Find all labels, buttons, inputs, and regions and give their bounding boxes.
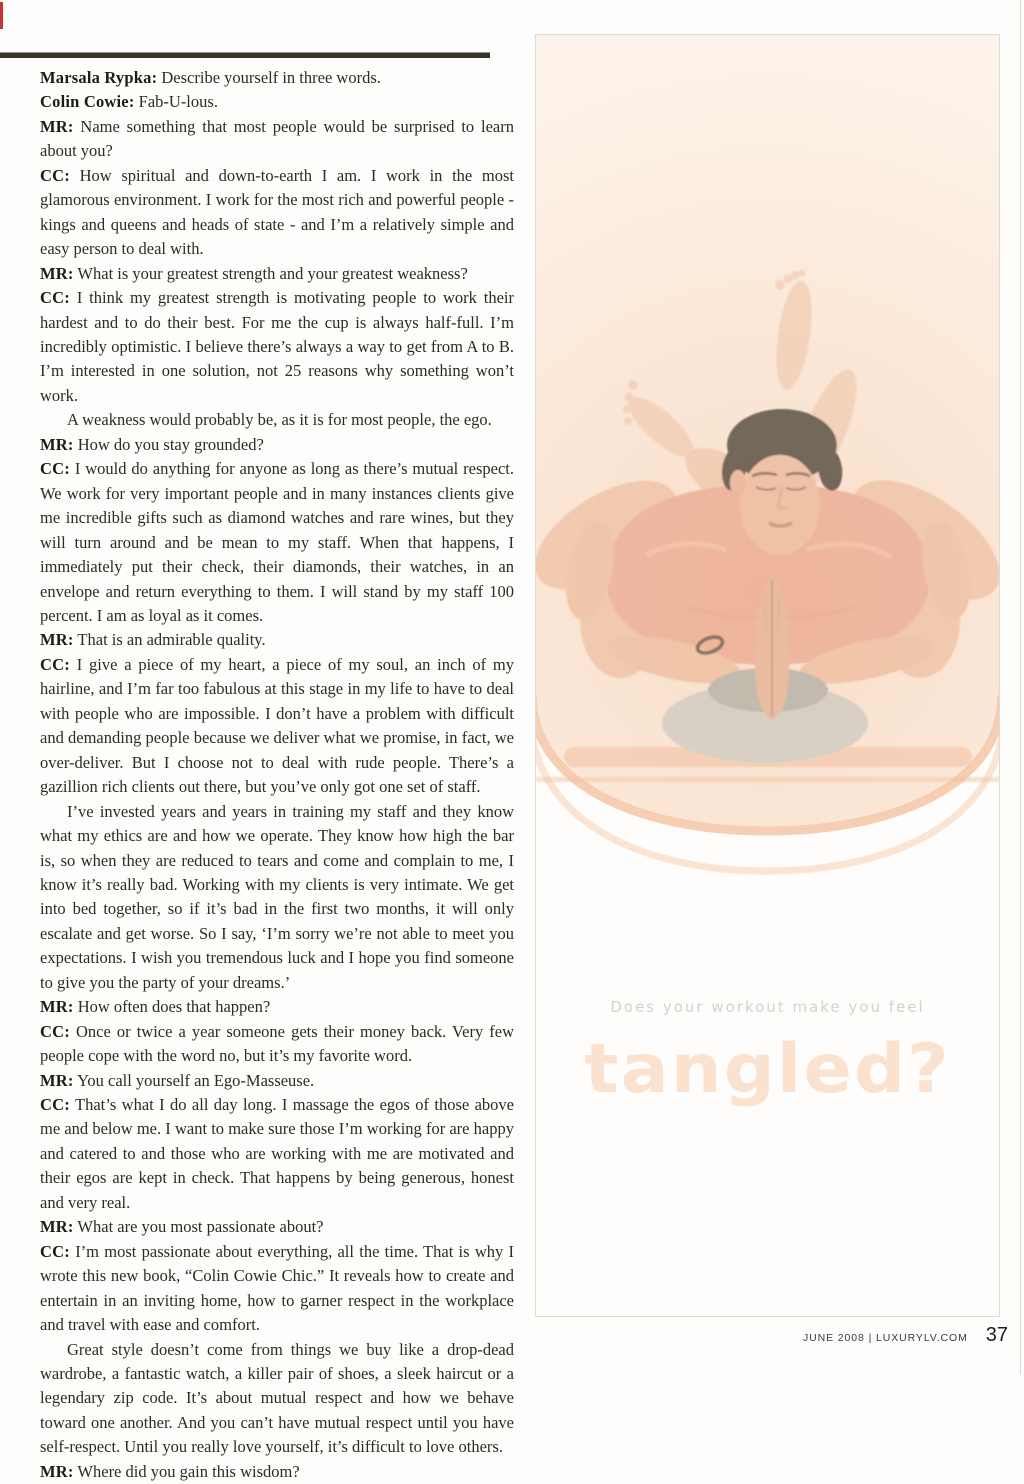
speaker-label: MR: xyxy=(40,630,74,650)
interview-paragraph: CC: I’m most passionate about everything, all the time. That is why I wrote this new book, “Colin Cowie Chic.” It reveals how to create and entertain in an inviting home, how to garner respect in the workplace and travel with ease and comfort. xyxy=(40,1241,514,1335)
speaker-label: CC: xyxy=(40,459,70,479)
interview-paragraph: MR: Name something that most people would be surprised to learn about you? xyxy=(40,116,514,161)
yoga-figure-illustration xyxy=(536,35,999,1316)
advertisement xyxy=(535,34,1000,1317)
speaker-label: MR: xyxy=(40,1217,74,1237)
speaker-label: CC: xyxy=(40,1095,70,1115)
speaker-label: CC: xyxy=(40,654,70,674)
interview-paragraph: CC: How spiritual and down-to-earth I am. I work in the most glamorous environment. I work for the most rich and powerful people - kings and queens and heads of state - and I’m a relatively simple and easy person to deal with. xyxy=(40,165,514,259)
print-registration-mark xyxy=(0,2,3,29)
interview-paragraph: CC: That’s what I do all day long. I massage the egos of those above me and below me. I want to make sure those I’m working for are happy and catered to and those who are working with me are motivated and their egos are kept in check. That happens by being generous, honest and very real. xyxy=(40,1095,514,1212)
interview-paragraph: Great style doesn’t come from things we buy like a drop-dead wardrobe, a fantastic watch, a killer pair of shoes, a sleek haircut or a legendary zip code. It’s about mutual respect and how we behave toward one another. And you can’t have mutual respect until you have self-respect. Until you really love yourself, it’s difficult to love others. xyxy=(40,1339,514,1457)
speaker-label: CC: xyxy=(40,165,70,185)
interview-paragraph: MR: How do you stay grounded? xyxy=(40,434,264,454)
page-footer xyxy=(803,1324,1008,1347)
page-scan-edge xyxy=(1020,0,1021,1374)
interview-paragraph: MR: How often does that happen? xyxy=(40,997,271,1017)
page-number: 37 xyxy=(985,1324,1008,1346)
interview-paragraph: Marsala Rypka: Describe yourself in three words. xyxy=(40,68,381,87)
interview-paragraph: MR: What is your greatest strength and your greatest weakness? xyxy=(40,263,468,283)
interview-paragraph: CC: Once or twice a year someone gets their money back. Very few people cope with the word no, but it’s my favorite word. xyxy=(40,1021,514,1066)
speaker-label: MR: xyxy=(40,434,74,454)
speaker-label: CC: xyxy=(40,288,70,308)
interview-paragraph: CC: I would do anything for anyone as long as there’s mutual respect. We work for very important people and in many instances clients give me incredible gifts such as diamond watches and rare wines, but they will turn around and be mean to my staff. When that happens, I immediately put their check, their diamonds, their watches, in an envelope and return everything to them. I will stand by my staff 100 percent. I am as loyal as it comes. xyxy=(40,459,514,625)
interview-paragraph: MR: Where did you gain this wisdom? xyxy=(40,1461,300,1481)
ad-headline-text: tangled? xyxy=(584,1030,951,1109)
interview-paragraph: A weakness would probably be, as it is for most people, the ego. xyxy=(67,410,492,430)
speaker-label: Marsala Rypka: xyxy=(40,68,158,87)
ad-kicker-text: Does your workout make you feel xyxy=(610,998,925,1016)
interview-paragraph: CC: I think my greatest strength is motivating people to work their hardest and to do their best. For me the cup is always half-full. I’m incredibly optimistic. I believe there’s always a way to get from A to B. I’m interested in one solution, not 25 reasons why something won’t work. xyxy=(40,288,514,405)
speaker-label: MR: xyxy=(40,116,74,136)
interview-paragraph: Colin Cowie: Fab-U-lous. xyxy=(40,92,218,112)
interview-paragraph: I’ve invested years and years in training my staff and they know what my ethics are and how we operate. They know how high the bar is, so when they are reduced to tears and come and complain to me, I know it’s really bad. Working with my clients is very intimate. We get into bed together, so if it’s bad in the first two months, it will only escalate and get worse. So I say, ‘I’m sorry we’re not able to meet you expectations. I wish you tremendous luck and I hope you find someone to give you the party of your dreams.’ xyxy=(40,801,514,992)
interview-paragraph: MR: You call yourself an Ego-Masseuse. xyxy=(40,1070,315,1090)
speaker-label: MR: xyxy=(40,1461,74,1481)
interview-paragraph: MR: What are you most passionate about? xyxy=(40,1217,324,1237)
speaker-label: MR: xyxy=(40,263,74,283)
interview-article xyxy=(40,66,514,1484)
speaker-label: CC: xyxy=(40,1021,70,1041)
interview-text-column xyxy=(40,66,514,1484)
top-rule-divider xyxy=(0,52,490,58)
speaker-label: MR: xyxy=(40,1070,74,1090)
interview-paragraph: MR: That is an admirable quality. xyxy=(40,630,266,650)
speaker-label: MR: xyxy=(40,997,74,1017)
interview-paragraph: CC: I give a piece of my heart, a piece of my soul, an inch of my hairline, and I’m far too fabulous at this stage in my life to have to deal with people who are impossible. I don’t have a problem with difficult and demanding people because we deliver what we promise, in fact, we over-deliver. But I choose not to deal with rude people. There’s a gazillion rich clients out there, but you’ve only got one set of staff. xyxy=(40,654,514,797)
speaker-label: CC: xyxy=(40,1241,70,1261)
footer-issue-info: JUNE 2008 | LUXURYLV.COM xyxy=(802,1332,968,1344)
speaker-label: Colin Cowie: xyxy=(40,92,135,112)
